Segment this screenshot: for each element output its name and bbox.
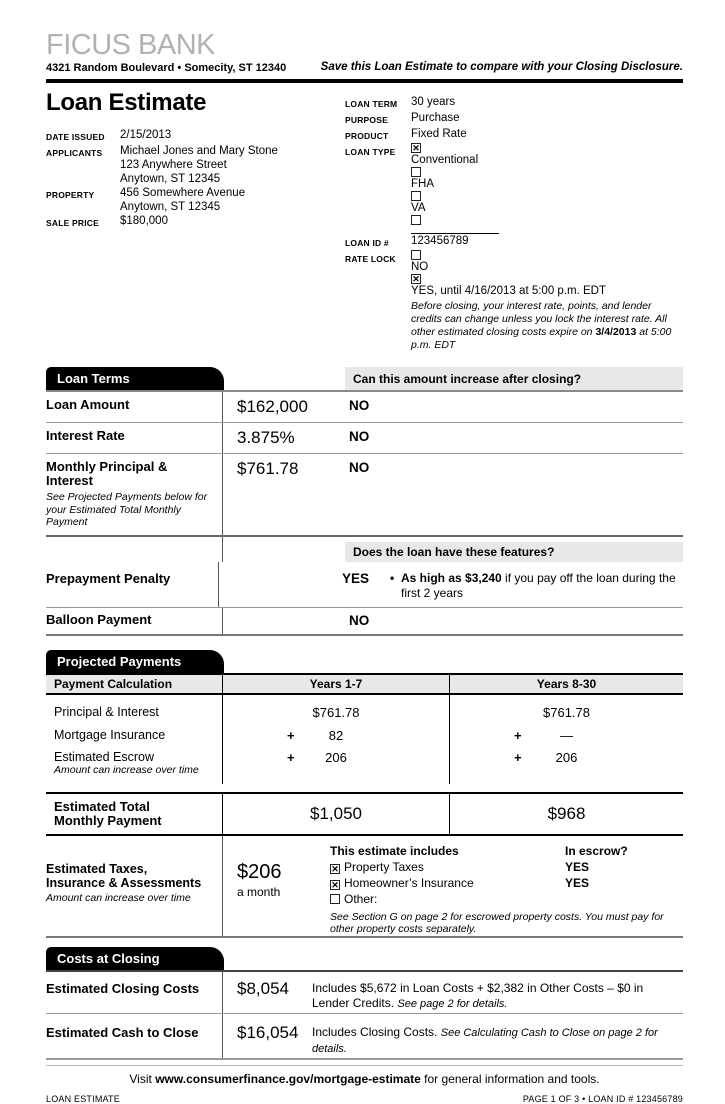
date-issued-value: 2/15/2013 <box>120 129 172 141</box>
rate-note-date: 3/4/2013 <box>595 326 637 338</box>
document-header <box>46 30 683 83</box>
purpose-row <box>345 111 683 127</box>
sale-price-value: $180,000 <box>120 215 168 227</box>
years-1-7-value <box>223 743 450 784</box>
in-escrow-value: YES <box>565 875 590 890</box>
table-row <box>46 1014 683 1060</box>
years-1-7-value <box>223 720 450 743</box>
value: 206 <box>325 749 347 765</box>
loan-terms-section <box>46 367 683 636</box>
row-value: $162,000 <box>237 397 308 416</box>
amount-suffix: a month <box>237 884 281 899</box>
product-label: PRODUCT <box>345 131 389 141</box>
sale-price-row <box>46 214 345 230</box>
applicants-value <box>120 144 278 186</box>
years-8-30-value <box>450 695 683 720</box>
property-row <box>46 186 345 214</box>
applicants-line: Anytown, ST 12345 <box>120 173 221 185</box>
row-sublabel: See Projected Payments below for your Estimated Total Monthly Payment <box>46 491 208 528</box>
intro-section <box>46 87 683 352</box>
table-row <box>46 562 683 608</box>
row-label: Estimated Taxes, Insurance & Assessments <box>46 861 202 890</box>
value: 206 <box>555 749 578 765</box>
bank-name: FICUS BANK <box>46 29 216 61</box>
row-answer: NO <box>349 429 370 444</box>
date-issued-row <box>46 128 345 144</box>
checkbox-unchecked-icon[interactable] <box>411 167 421 177</box>
monthly-amount: $206 <box>237 860 282 883</box>
visit-text: for general information and tools. <box>420 1071 600 1086</box>
row-sublabel: Amount can increase over time <box>46 891 191 904</box>
includes-item-label: Property Taxes <box>344 859 424 874</box>
row-answer: NO <box>349 460 370 475</box>
row-label-cell <box>46 454 223 535</box>
row-label: Estimated Closing Costs <box>46 972 223 1013</box>
property-line: 456 Somewhere Avenue <box>120 187 246 199</box>
value: — <box>560 727 573 743</box>
table-row <box>46 392 683 423</box>
plus-icon: + <box>287 749 295 765</box>
row-label-cell <box>46 423 223 453</box>
payment-calc-header-row <box>46 673 683 695</box>
row-description <box>312 972 664 1013</box>
loan-terms-header <box>46 367 683 390</box>
row-answer: NO <box>349 398 370 413</box>
rate-lock-row <box>345 250 683 298</box>
purpose-label: PURPOSE <box>345 115 388 125</box>
estimated-total-row <box>46 792 683 836</box>
checkbox-checked-icon[interactable]: ✕ <box>331 863 339 874</box>
in-escrow-value: YES <box>565 859 590 874</box>
column-header: Years 1-7 <box>223 675 450 693</box>
includes-item <box>330 859 683 875</box>
checkbox-checked-icon[interactable]: ✕ <box>412 143 420 153</box>
column-header: Years 8-30 <box>536 676 597 691</box>
costs-header <box>46 947 683 970</box>
product-row <box>345 127 683 143</box>
description-text: Includes $5,672 in Loan Costs + $2,382 in Other Costs – $0 in Lender Credits. <box>312 980 644 1010</box>
loan-term-row <box>345 95 683 111</box>
years-1-7-value <box>223 695 450 720</box>
costs-table <box>46 970 683 1060</box>
prepayment-detail-amount: As high as $3,240 <box>401 570 502 585</box>
page-number-label: PAGE 1 OF 3 • LOAN ID # 123456789 <box>522 1093 683 1104</box>
checkbox-unchecked-icon[interactable] <box>330 894 340 904</box>
years-8-30-value <box>450 743 683 784</box>
document-label: LOAN ESTIMATE <box>46 1093 120 1104</box>
loan-type-row <box>345 143 683 234</box>
checkbox-checked-icon[interactable]: ✕ <box>331 879 339 890</box>
sale-price-label: SALE PRICE <box>46 218 100 228</box>
loan-terms-table <box>46 390 683 636</box>
rate-lock-value <box>411 250 616 298</box>
includes-item-label: Homeowner’s Insurance <box>344 875 474 890</box>
value: $761.78 <box>312 704 360 720</box>
purpose-value: Purchase <box>411 112 460 124</box>
years-1-7-value: $1,050 <box>223 794 450 834</box>
row-value: $761.78 <box>237 459 299 478</box>
row-label: Loan Amount <box>46 397 130 412</box>
loan-type-option-label: VA <box>411 202 426 214</box>
row-label: Estimated Total Monthly Payment <box>54 798 162 828</box>
bank-address: 4321 Random Boulevard • Somecity, ST 12340 <box>46 62 287 74</box>
years-8-30-value: $968 <box>547 803 586 823</box>
projected-payments-section <box>46 650 683 938</box>
loan-term-label: LOAN TERM <box>345 99 398 109</box>
estimate-includes-cell <box>330 836 683 936</box>
checkbox-unchecked-icon[interactable] <box>411 215 421 225</box>
applicants-row <box>46 144 345 186</box>
in-escrow-column <box>565 843 628 891</box>
loan-id-row <box>345 234 683 250</box>
rate-note-text: Before closing, your interest rate, points, and lender credits can change unless you lock the interest rate. All other estimated closing costs expire on <box>411 300 667 338</box>
footer-meta-row <box>46 1094 683 1104</box>
visit-url-link[interactable]: www.consumerfinance.gov/mortgage-estimate <box>155 1071 421 1086</box>
plus-icon: + <box>514 749 522 765</box>
description-reference: See page 2 for details. <box>397 998 508 1010</box>
prepayment-detail-text: if you pay off the loan during the first 2 years <box>401 570 676 600</box>
increase-question-bar: Can this amount increase after closing? <box>345 367 683 390</box>
intro-right-column <box>345 95 683 352</box>
table-row <box>46 720 683 743</box>
empty-cell <box>219 562 338 607</box>
table-row <box>46 972 683 1014</box>
includes-item <box>330 875 683 891</box>
plus-icon: + <box>287 727 295 743</box>
rate-lock-note <box>411 300 683 352</box>
rate-lock-no-label: NO <box>411 261 429 273</box>
amount-cell <box>223 836 330 936</box>
value: $761.78 <box>543 704 590 720</box>
visit-line <box>46 1072 683 1086</box>
in-escrow-title: In escrow? <box>565 843 628 858</box>
years-8-30-value <box>450 720 683 743</box>
table-row <box>46 743 683 784</box>
row-label: Balloon Payment <box>46 611 152 627</box>
row-label: Prepayment Penalty <box>46 570 171 586</box>
loan-type-option-label: Conventional <box>411 154 479 166</box>
value: 82 <box>328 727 344 743</box>
rate-lock-label: RATE LOCK <box>345 254 396 264</box>
row-answer-cell <box>338 562 683 607</box>
projected-payments-tab: Projected Payments <box>46 650 224 673</box>
applicants-label: APPLICANTS <box>46 148 103 158</box>
checkbox-unchecked-icon[interactable] <box>411 191 421 201</box>
property-value <box>120 186 245 214</box>
empty-cell <box>223 608 345 634</box>
save-note: Save this Loan Estimate to compare with your Closing Disclosure. <box>320 61 683 73</box>
checkbox-checked-icon[interactable]: ✕ <box>412 274 420 284</box>
property-line: Anytown, ST 12345 <box>120 201 221 213</box>
costs-at-closing-section <box>46 947 683 1060</box>
table-row <box>46 454 683 537</box>
page-title: Loan Estimate <box>46 89 207 116</box>
features-question-cell <box>345 537 683 562</box>
row-label-cell <box>46 608 223 634</box>
row-label-cell <box>46 794 223 834</box>
estimated-taxes-row <box>46 836 683 938</box>
row-label: Monthly Principal & Interest <box>46 459 168 488</box>
spacer <box>224 367 345 390</box>
row-label-cell <box>46 392 223 422</box>
row-answer: YES <box>342 570 370 586</box>
includes-item <box>330 891 683 907</box>
applicants-line: 123 Anywhere Street <box>120 159 227 171</box>
visit-text: Visit <box>129 1071 156 1086</box>
table-row <box>46 695 683 720</box>
plus-icon: + <box>514 727 522 743</box>
loan-term-value: 30 years <box>411 96 456 108</box>
rate-note-text: at 5:00 p.m. EDT <box>411 326 672 351</box>
applicants-line: Michael Jones and Mary Stone <box>120 145 278 157</box>
features-question-bar: Does the loan have these features? <box>345 542 683 562</box>
description-text: Includes Closing Costs. <box>312 1024 441 1039</box>
row-label-cell <box>46 836 223 936</box>
row-label: Mortgage Insurance <box>46 720 223 743</box>
row-label: Estimated Escrow <box>54 749 155 764</box>
row-label: Principal & Interest <box>46 695 223 720</box>
row-label: Estimated Cash to Close <box>46 1014 223 1058</box>
row-value: 3.875% <box>237 428 295 447</box>
escrow-note: See Section G on page 2 for escrowed property costs. You must pay for other property costs separately. <box>330 910 664 935</box>
property-label: PROPERTY <box>46 190 95 200</box>
loan-terms-tab: Loan Terms <box>46 367 224 390</box>
row-description <box>312 1014 683 1058</box>
checkbox-unchecked-icon[interactable] <box>411 250 421 260</box>
includes-title: This estimate includes <box>330 843 459 858</box>
prepayment-detail <box>401 571 683 601</box>
bullet-icon: • <box>390 570 395 585</box>
row-label: Interest Rate <box>46 428 125 443</box>
column-header: Payment Calculation <box>46 675 223 693</box>
features-header-row <box>46 537 683 562</box>
table-row <box>46 608 683 636</box>
description-reference: See Calculating Cash to Close on page 2 for details. <box>312 1026 658 1055</box>
row-value: $16,054 <box>237 1022 299 1042</box>
table-row <box>46 423 683 454</box>
loan-type-blank-line <box>411 225 499 234</box>
row-sublabel: Amount can increase over time <box>54 763 199 776</box>
costs-at-closing-tab: Costs at Closing <box>46 947 224 970</box>
loan-id-value: 123456789 <box>411 235 469 247</box>
includes-item-label: Other: <box>344 891 378 906</box>
row-label-cell <box>46 562 219 607</box>
row-value: $8,054 <box>237 978 289 998</box>
loan-id-label: LOAN ID # <box>345 238 389 248</box>
row-label-cell <box>46 743 223 784</box>
loan-type-options <box>411 143 509 234</box>
empty-cell <box>46 537 223 562</box>
document-footer <box>46 1065 683 1104</box>
intro-left-column <box>46 87 345 352</box>
date-issued-label: DATE ISSUED <box>46 132 105 142</box>
loan-type-option-label: FHA <box>411 178 434 190</box>
empty-cell <box>223 537 345 562</box>
bank-block <box>46 30 286 74</box>
projected-payments-header <box>46 650 683 673</box>
rate-lock-yes-label: YES, until 4/16/2013 at 5:00 p.m. EDT <box>411 285 606 297</box>
product-value: Fixed Rate <box>411 128 467 140</box>
row-answer: NO <box>349 612 370 628</box>
loan-type-label: LOAN TYPE <box>345 147 396 157</box>
